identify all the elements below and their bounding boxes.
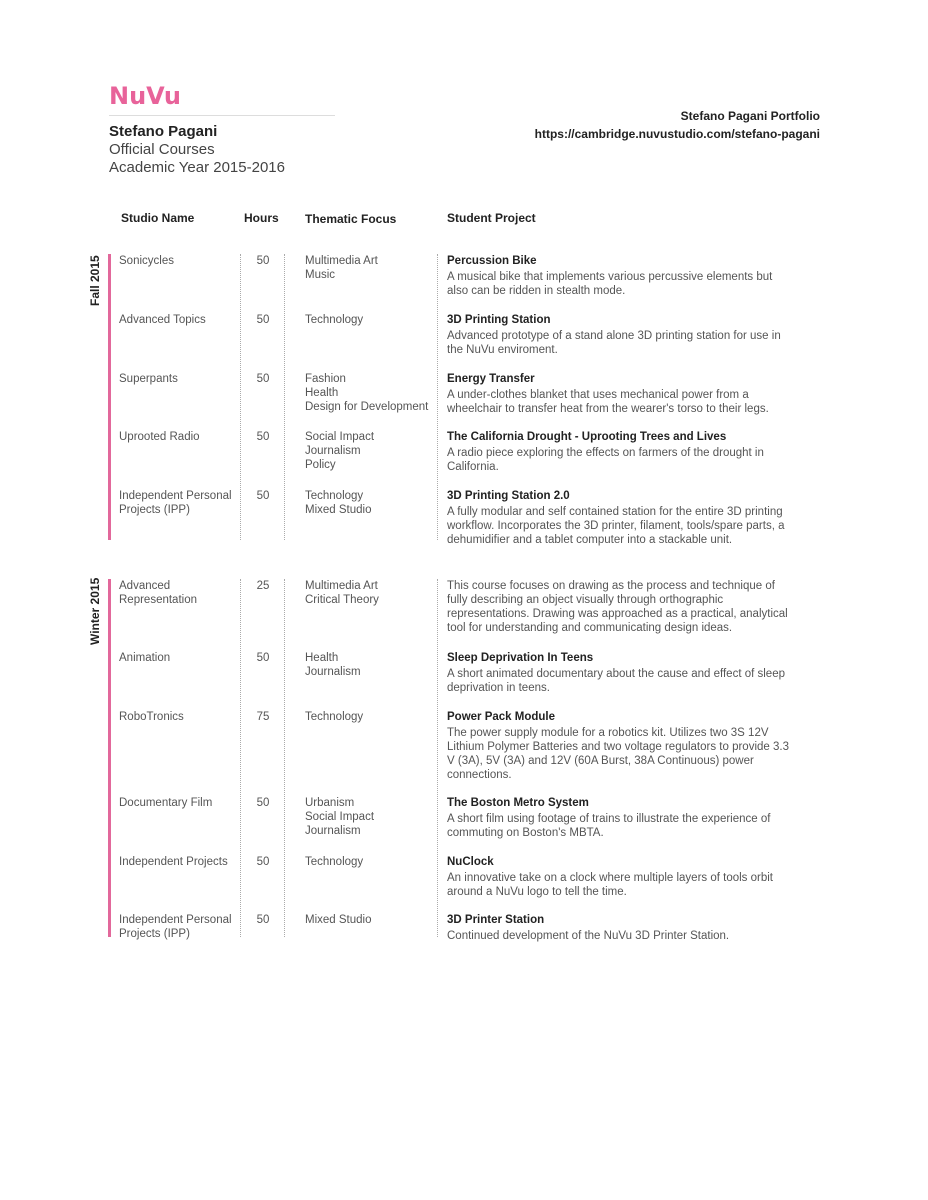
- project-description: A musical bike that implements various percussive elements but also can be ridden in stealth mode.: [447, 271, 773, 297]
- student-project: [447, 372, 792, 416]
- student-project: [447, 489, 792, 547]
- hours: 25: [256, 580, 270, 592]
- column-header-hours: Hours: [244, 211, 279, 225]
- project-description: Advanced prototype of a stand alone 3D printing station for use in the NuVu enviroment.: [447, 330, 781, 356]
- column-header-focus: Thematic Focus: [305, 212, 397, 226]
- project-description: The power supply module for a robotics kit. Utilizes two 3S 12V Lithium Polymer Batteries and two voltage regulators to provide 3.3 V (3A), 5V (3A) and 12V (60A Burst, 38A Continuous) power connections.: [447, 727, 789, 781]
- project-description: This course focuses on drawing as the process and technique of fully describing an object visually through orthographic representations. Drawing was approached as a practical, analytical tool for understanding and communicating design ideas.: [447, 580, 788, 634]
- focus-item: Urbanism: [305, 797, 355, 809]
- thematic-focus: [305, 710, 435, 724]
- project-title: Percussion Bike: [447, 255, 537, 267]
- studio-name: Independent Personal Projects (IPP): [119, 914, 232, 940]
- column-divider: [284, 579, 285, 937]
- focus-item: Social Impact: [305, 431, 375, 443]
- project-title: 3D Printing Station 2.0: [447, 490, 570, 502]
- student-project: [447, 855, 792, 899]
- thematic-focus: [305, 430, 435, 472]
- focus-item: Technology: [305, 711, 364, 723]
- project-title: Energy Transfer: [447, 373, 535, 385]
- thematic-focus: [305, 651, 435, 679]
- focus-item: Multimedia Art: [305, 580, 378, 592]
- focus-item: Journalism: [305, 666, 361, 678]
- focus-item: Policy: [305, 459, 336, 471]
- student-project: [447, 430, 792, 474]
- focus-item: Fashion: [305, 373, 346, 385]
- focus-item: Journalism: [305, 445, 361, 457]
- student-project: [447, 913, 792, 943]
- hours: 50: [256, 652, 270, 664]
- project-description: A short animated documentary about the cause and effect of sleep deprivation in teens.: [447, 668, 785, 694]
- project-title: The California Drought - Uprooting Trees and Lives: [447, 431, 727, 443]
- studio-name: Sonicycles: [119, 255, 174, 267]
- project-title: Power Pack Module: [447, 711, 556, 723]
- studio-name: Independent Projects: [119, 856, 228, 868]
- thematic-focus: [305, 313, 435, 327]
- focus-item: Critical Theory: [305, 594, 379, 606]
- studio-name: Superpants: [119, 373, 178, 385]
- student-project: [447, 579, 792, 635]
- focus-item: Music: [305, 269, 336, 281]
- focus-item: Technology: [305, 314, 364, 326]
- project-description: A under-clothes blanket that uses mechanical power from a wheelchair to transfer heat from the wearer's torso to their legs.: [447, 389, 769, 415]
- studio-name: RoboTronics: [119, 711, 184, 723]
- hours: 50: [256, 373, 270, 385]
- focus-item: Mixed Studio: [305, 504, 372, 516]
- focus-item: Technology: [305, 490, 364, 502]
- hours: 50: [256, 914, 270, 926]
- column-divider: [284, 254, 285, 540]
- column-divider: [437, 579, 438, 937]
- project-title: 3D Printing Station: [447, 314, 551, 326]
- focus-item: Design for Development: [305, 401, 429, 413]
- hours: 50: [256, 431, 270, 443]
- thematic-focus: [305, 372, 435, 414]
- portfolio-url-link[interactable]: https://cambridge.nuvustudio.com/stefano-pagani: [534, 127, 820, 141]
- thematic-focus: [305, 855, 435, 869]
- project-title: NuClock: [447, 856, 494, 868]
- project-description: A fully modular and self contained station for the entire 3D printing workflow. Incorporates the 3D printer, filament, tools/spare parts, a dehumidifier and a tablet computer into a stackable unit.: [447, 506, 785, 546]
- student-project: [447, 313, 792, 357]
- thematic-focus: [305, 913, 435, 927]
- column-header-project: Student Project: [447, 211, 536, 225]
- portfolio-block: [535, 107, 820, 143]
- studio-name: Animation: [119, 652, 171, 664]
- focus-item: Journalism: [305, 825, 361, 837]
- term-accent-bar: [108, 579, 111, 937]
- focus-item: Health: [305, 652, 339, 664]
- nuvu-logo: NuVu: [109, 82, 181, 110]
- term-accent-bar: [108, 254, 111, 540]
- studio-name: Independent Personal Projects (IPP): [119, 490, 232, 516]
- project-title: Sleep Deprivation In Teens: [447, 652, 594, 664]
- focus-item: Technology: [305, 856, 364, 868]
- project-title: 3D Printer Station: [447, 914, 545, 926]
- studio-name: Documentary Film: [119, 797, 213, 809]
- project-description: A radio piece exploring the effects on farmers of the drought in California.: [447, 447, 764, 473]
- thematic-focus: [305, 579, 435, 607]
- document-subtitle: Official Courses: [109, 141, 215, 158]
- hours: 50: [256, 490, 270, 502]
- focus-item: Health: [305, 387, 339, 399]
- thematic-focus: [305, 254, 435, 282]
- header-divider: [109, 115, 335, 116]
- column-divider: [437, 254, 438, 540]
- studio-name: Advanced Representation: [119, 580, 197, 606]
- student-project: [447, 796, 792, 840]
- focus-item: Mixed Studio: [305, 914, 372, 926]
- term-label: Winter 2015: [88, 577, 102, 645]
- project-description: Continued development of the NuVu 3D Printer Station.: [447, 930, 730, 942]
- thematic-focus: [305, 489, 435, 517]
- column-divider: [240, 254, 241, 540]
- hours: 50: [256, 255, 270, 267]
- focus-item: Social Impact: [305, 811, 375, 823]
- studio-name: Advanced Topics: [119, 314, 206, 326]
- student-name: Stefano Pagani: [109, 123, 218, 140]
- academic-year: Academic Year 2015-2016: [109, 159, 285, 176]
- hours: 50: [256, 797, 270, 809]
- thematic-focus: [305, 796, 435, 838]
- student-project: [447, 254, 792, 298]
- column-header-studio: Studio Name: [121, 211, 195, 225]
- hours: 50: [256, 314, 270, 326]
- column-divider: [240, 579, 241, 937]
- student-project: [447, 710, 792, 782]
- student-project: [447, 651, 792, 695]
- studio-name: Uprooted Radio: [119, 431, 200, 443]
- portfolio-title: Stefano Pagani Portfolio: [680, 109, 820, 123]
- project-description: An innovative take on a clock where multiple layers of tools orbit around a NuVu logo to tell the time.: [447, 872, 773, 898]
- hours: 50: [256, 856, 270, 868]
- hours: 75: [256, 711, 270, 723]
- term-label: Fall 2015: [88, 255, 102, 306]
- project-title: The Boston Metro System: [447, 797, 589, 809]
- project-description: A short film using footage of trains to illustrate the experience of commuting on Boston's MBTA.: [447, 813, 771, 839]
- focus-item: Multimedia Art: [305, 255, 378, 267]
